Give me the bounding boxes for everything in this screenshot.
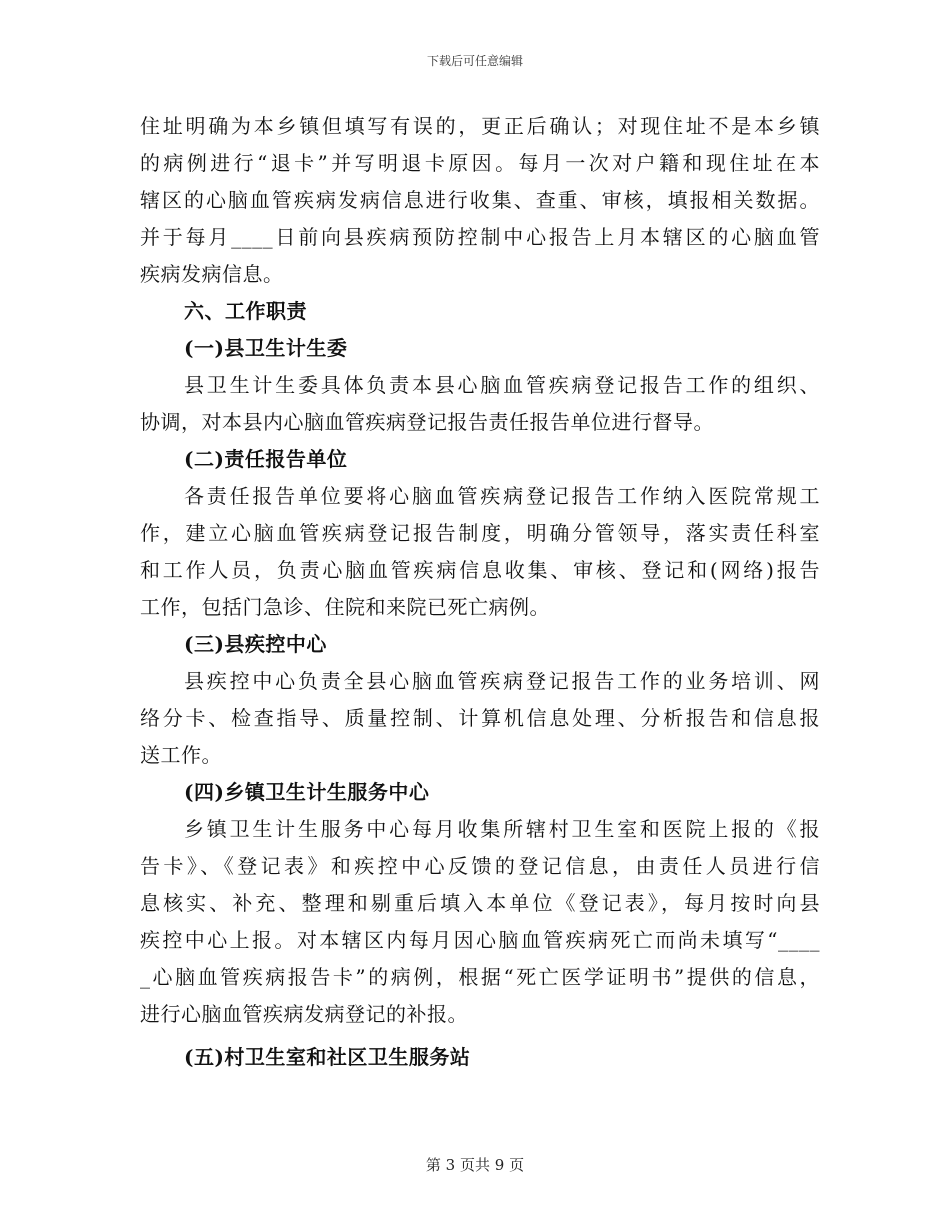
text-line: 县卫生计生委具体负责本县心脑血管疾病登记报告工作的组织、 [184, 373, 820, 397]
document-body [140, 108, 820, 1076]
text-line: 工作，包括门急诊、住院和来院已死亡病例。 [140, 595, 550, 619]
subsection-heading: (五)村卫生室和社区卫生服务站 [184, 1045, 471, 1069]
paragraph [140, 367, 820, 441]
text-line: _心脑血管疾病报告卡”的病例，根据“死亡医学证明书”提供的信息， [140, 965, 820, 989]
text-line: 各责任报告单位要将心脑血管疾病登记报告工作纳入医院常规工 [184, 484, 820, 508]
text-line: 进行心脑血管疾病发病登记的补报。 [140, 1002, 468, 1026]
subsection-heading: (一)县卫生计生委 [184, 336, 348, 360]
text-line: 息核实、补充、整理和剔重后填入本单位《登记表》，每月按时向县 [140, 891, 820, 915]
text-line: 告卡》、《登记表》和疾控中心反馈的登记信息，由责任人员进行信 [140, 854, 820, 878]
subsection-heading: (二)责任报告单位 [184, 447, 348, 471]
text-line: 的病例进行“退卡”并写明退卡原因。每月一次对户籍和现住址在本 [140, 151, 820, 175]
text-line: 并于每月____日前向县疾病预防控制中心报告上月本辖区的心脑血管 [140, 225, 820, 249]
text-line: 和工作人员，负责心脑血管疾病信息收集、审核、登记和(网络)报告 [140, 558, 820, 582]
text-line: 作，建立心脑血管疾病登记报告制度，明确分管领导，落实责任科室 [140, 521, 820, 545]
text-line: 协调，对本县内心脑血管疾病登记报告责任报告单位进行督导。 [140, 410, 714, 434]
text-line: 住址明确为本乡镇但填写有误的，更正后确认；对现住址不是本乡镇 [140, 114, 820, 138]
paragraph [140, 478, 820, 626]
text-line: 疾控中心上报。对本辖区内每月因心脑血管疾病死亡而尚未填写“____ [140, 928, 820, 952]
subsection-heading: (三)县疾控中心 [184, 632, 327, 656]
page-number: 第 3 页共 9 页 [425, 1156, 525, 1174]
paragraph [140, 811, 820, 1033]
text-line: 络分卡、检查指导、质量控制、计算机信息处理、分析报告和信息报 [140, 706, 820, 730]
paragraph [140, 663, 820, 774]
subsection-heading: (四)乡镇卫生计生服务中心 [184, 780, 430, 804]
paragraph [140, 108, 820, 293]
section-heading: 六、工作职责 [184, 299, 307, 323]
text-line: 乡镇卫生计生服务中心每月收集所辖村卫生室和医院上报的《报 [184, 817, 820, 841]
text-line: 县疾控中心负责全县心脑血管疾病登记报告工作的业务培训、网 [184, 669, 820, 693]
text-line: 疾病发病信息。 [140, 262, 284, 286]
text-line: 辖区的心脑血管疾病发病信息进行收集、查重、审核，填报相关数据。 [140, 188, 820, 212]
page-header: 下载后可任意编辑 [426, 54, 523, 68]
text-line: 送工作。 [140, 743, 222, 767]
